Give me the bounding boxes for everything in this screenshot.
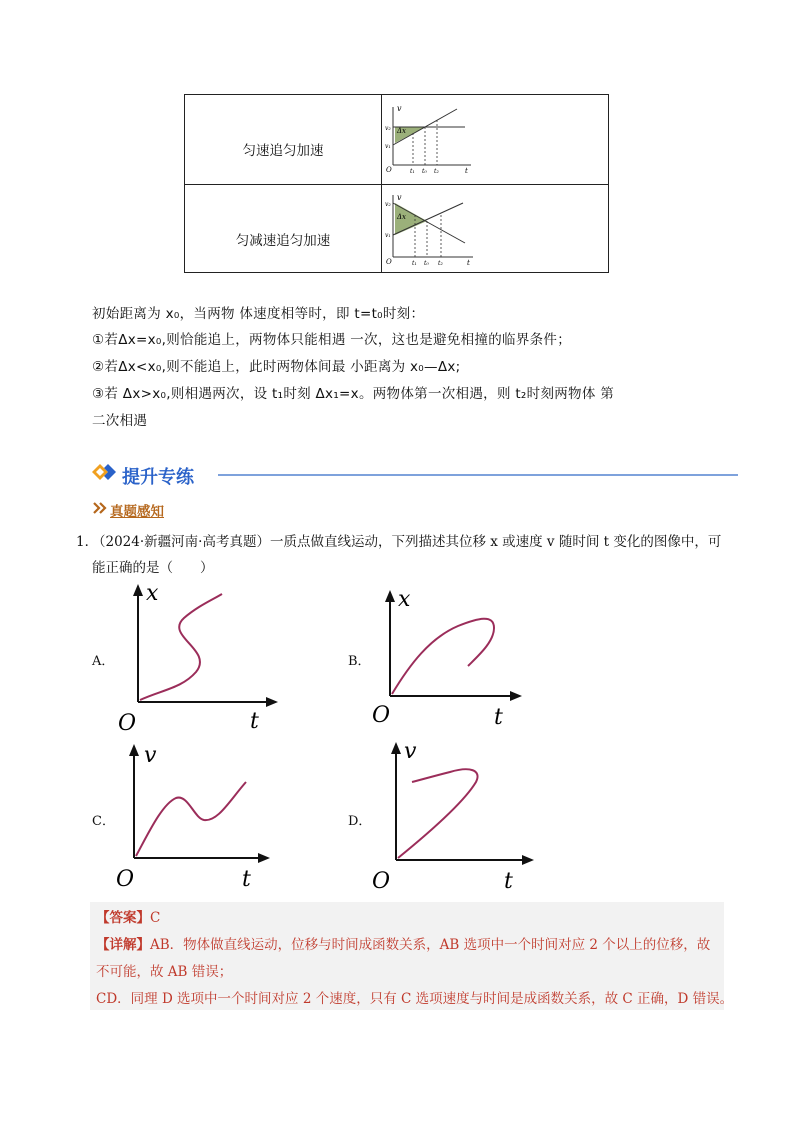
detail-line-3: CD．同理 D 选项中一个时间对应 2 个速度，只有 C 选项速度与时间是成函数关系，故 C 正确，D 错误。 [96, 991, 734, 1007]
curve-c [136, 782, 246, 856]
curve-d [398, 769, 478, 858]
paragraph-4: ③若 Δx>x₀,则相遇两次，设 t₁时刻 Δx₁=x。两物体第一次相遇，则 t₂时刻两物体 第 [92, 386, 615, 402]
t-axis-label: t [467, 259, 470, 267]
section-title: 提升专练 [122, 467, 194, 488]
origin-label: O [372, 703, 391, 728]
origin-label: O [386, 258, 392, 266]
table-row-label-2: 匀减速追匀加速 [235, 233, 331, 249]
x-arrow [266, 697, 278, 707]
table-row-divider [185, 184, 608, 185]
double-chevron-icon [92, 501, 108, 515]
origin-label: O [372, 869, 391, 894]
v2-label: v₂ [385, 201, 391, 208]
v2-label: v₂ [385, 125, 391, 132]
x-axis-label: t [242, 867, 251, 892]
section-divider [218, 474, 738, 476]
table-row-label-1: 匀速追匀加速 [242, 143, 324, 159]
delta-x-label: Δx [397, 213, 407, 221]
option-a-graph [112, 578, 282, 738]
subsection-title: 真题感知 [110, 504, 164, 520]
origin-label: O [116, 867, 135, 892]
detail-text-1: AB．物体做直线运动，位移与时间成函数关系，AB 选项中一个时间对应 2 个以上的位移，故 [150, 937, 711, 953]
question-stem-line1: （2024·新疆河南·高考真题）一质点做直线运动，下列描述其位移 x 或速度 v 随时间 t 变化的图像中，可 [92, 534, 722, 550]
x-axis-label: t [504, 869, 513, 894]
delta-x-label: Δx [397, 127, 407, 135]
t2-label: t₂ [438, 260, 443, 267]
question-number: 1． [76, 534, 99, 550]
x-arrow [510, 691, 522, 701]
x-arrow [522, 855, 534, 865]
x-arrow [258, 853, 270, 863]
origin-label: O [386, 166, 392, 173]
paragraph-1: 初始距离为 x₀，当两物 体速度相等时，即 t=t₀时刻： [92, 306, 425, 322]
option-a-label: A． [92, 654, 115, 669]
y-axis-label: x [398, 587, 411, 612]
y-arrow [391, 742, 401, 754]
v-axis-label: v [397, 104, 402, 113]
vt-graph-decel-chase [385, 191, 477, 267]
t1-label: t₁ [412, 260, 417, 267]
v-axis-label: v [397, 193, 402, 202]
answer-value: C [150, 910, 161, 926]
paragraph-2: ①若Δx=x₀,则恰能追上，两物体只能相遇 一次，这也是避免相撞的临界条件； [92, 332, 572, 348]
v1-label: v₁ [385, 143, 391, 150]
y-arrow [129, 744, 139, 756]
y-axis-label: v [144, 743, 157, 768]
paragraph-5: 二次相遇 [92, 413, 148, 429]
vt-graph-uniform-chase [385, 101, 475, 173]
t0-label: t₀ [424, 260, 429, 267]
option-b-graph [370, 584, 530, 734]
answer-line [96, 906, 160, 926]
origin-label: O [118, 711, 137, 736]
option-b-label: B． [348, 654, 371, 669]
y-axis-label: v [404, 739, 417, 764]
t2-label: t₂ [434, 168, 439, 173]
x-axis-label: t [494, 705, 503, 730]
x-axis-label: t [250, 709, 259, 734]
curve-b [392, 619, 494, 694]
curve-a [140, 594, 222, 700]
comparison-table [184, 94, 609, 273]
table-column-divider [381, 95, 382, 272]
t-axis-label: t [465, 167, 468, 173]
option-c-label: C． [92, 814, 115, 829]
y-axis-label: x [146, 581, 159, 606]
y-arrow [133, 584, 143, 596]
answer-tag: 【答案】 [96, 910, 150, 926]
y-arrow [385, 590, 395, 602]
option-c-graph [112, 738, 282, 894]
t0-label: t₀ [422, 168, 427, 173]
detail-tag: 【详解】 [96, 937, 150, 953]
option-d-graph [370, 736, 540, 896]
section-diamond-icon [92, 462, 116, 482]
detail-line-1 [96, 933, 710, 953]
v1-label: v₁ [385, 232, 391, 239]
paragraph-3: ②若Δx<x₀,则不能追上，此时两物体间最 小距离为 x₀—Δx; [92, 359, 461, 375]
detail-line-2: 不可能，故 AB 错误； [96, 964, 233, 980]
question-stem-line2: 能正确的是（ ） [92, 560, 214, 576]
option-d-label: D． [348, 814, 372, 829]
t1-label: t₁ [410, 168, 415, 173]
